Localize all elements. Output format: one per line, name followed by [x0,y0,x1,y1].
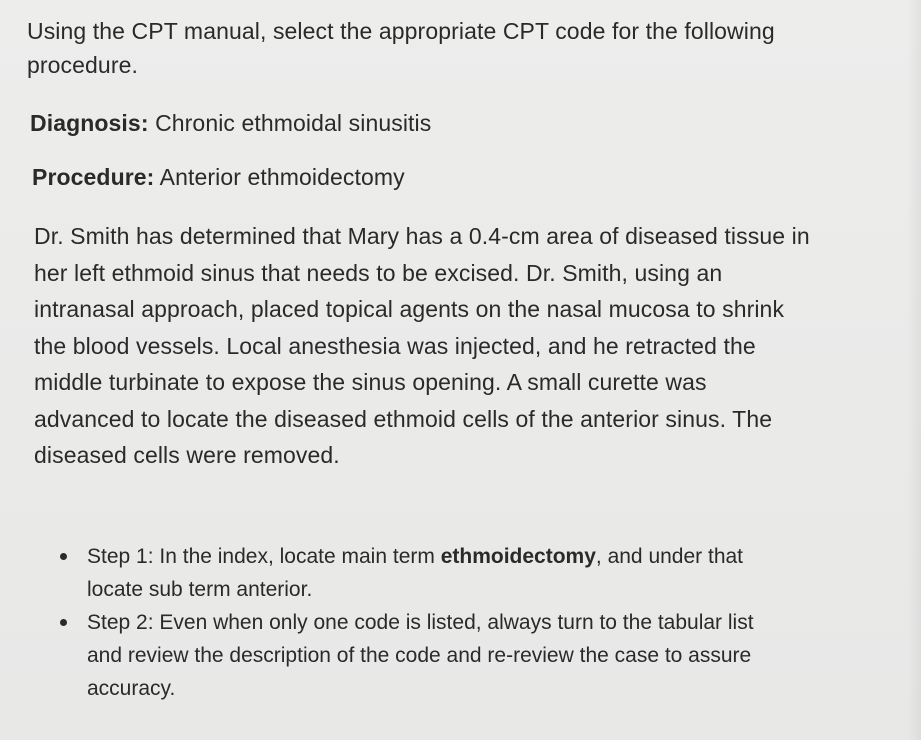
step-item [60,540,890,606]
scenario-line: diseased cells were removed. [34,442,340,468]
scenario-line: her left ethmoid sinus that needs to be excised. Dr. Smith, using an [34,259,723,286]
scenario-line: middle turbinate to expose the sinus opening. A small curette was [34,369,707,395]
question-prompt-line: Using the CPT manual, select the appropriate CPT code for the following [27,18,775,44]
step-line: locate sub term anterior. [87,578,313,601]
procedure-label: Procedure: [32,164,155,190]
step-text: , and under that [595,545,744,568]
procedure-line [32,160,892,194]
question-prompt [27,14,907,82]
scenario-line: the blood vessels. Local anesthesia was injected, and he retracted the [34,332,756,359]
page-edge-shadow [907,0,921,740]
step-line: and review the description of the code and re-review the case to assure [87,644,752,667]
step-line: Step 2: Even when only one code is listed, always turn to the tabular list [87,611,754,634]
step-term: ethmoidectomy [440,545,596,568]
question-prompt-line: procedure. [27,52,138,78]
step-line [87,540,890,573]
step-item [60,606,890,705]
bullet-icon [60,619,67,626]
steps-list [60,540,890,705]
diagnosis-value: Chronic ethmoidal sinusitis [148,110,432,136]
scenario-line: Dr. Smith has determined that Mary has a 0.4-cm area of diseased tissue in [34,223,810,249]
procedure-value: Anterior ethmoidectomy [154,164,405,190]
step-text: Step 1: In the index, locate main term [87,545,441,568]
step-line: accuracy. [87,677,176,700]
diagnosis-line [30,106,890,140]
case-scenario [34,218,909,474]
scenario-line: intranasal approach, placed topical agents on the nasal mucosa to shrink [34,296,785,322]
scenario-line: advanced to locate the diseased ethmoid cells of the anterior sinus. The [34,405,773,432]
diagnosis-label: Diagnosis: [30,110,149,136]
bullet-icon [60,553,67,560]
